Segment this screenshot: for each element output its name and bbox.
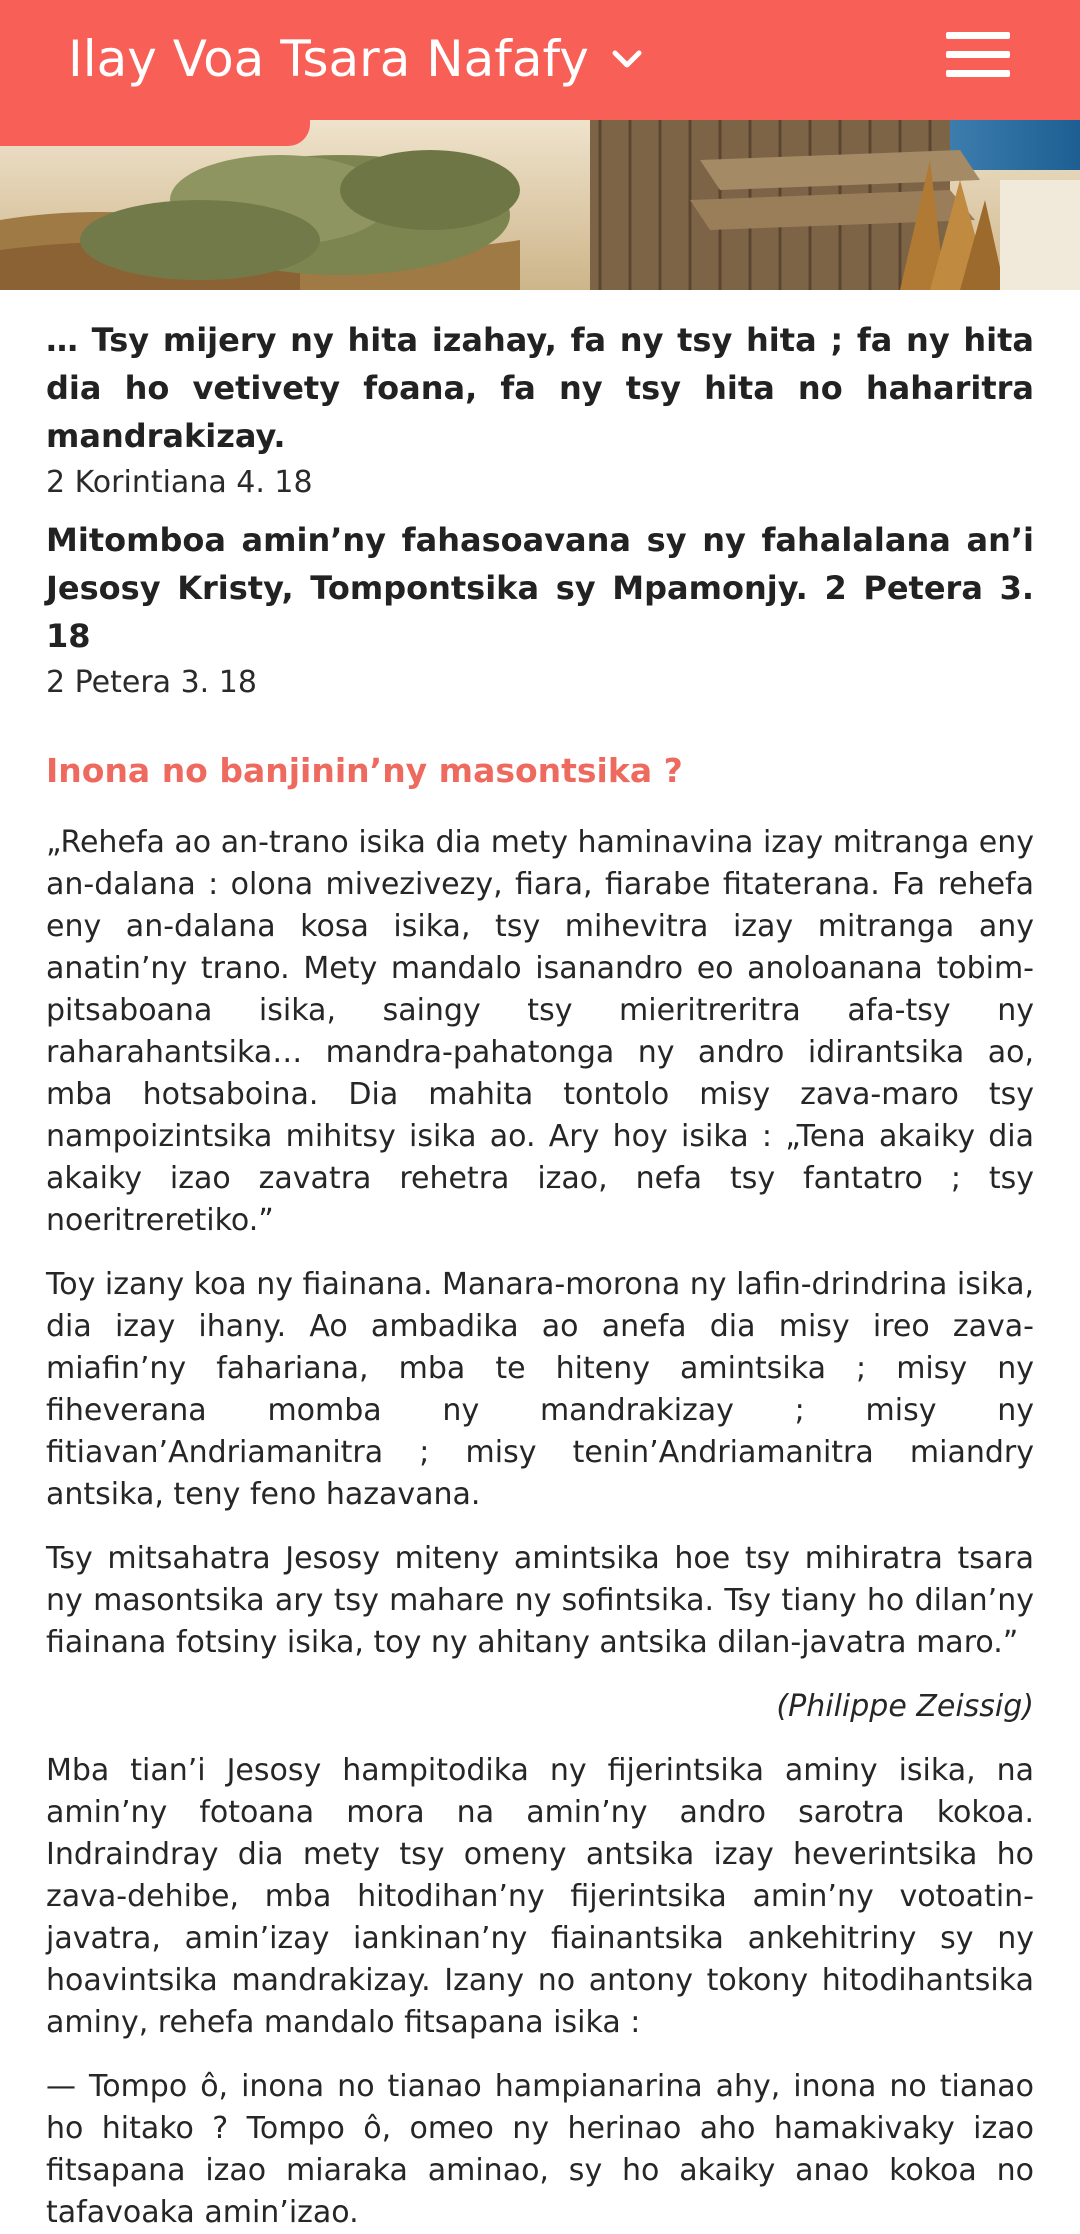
hamburger-menu-icon[interactable] [946,32,1010,78]
verse-text: Mitomboa amin’ny fahasoavana sy ny fahalalana an’i Jesosy Kristy, Tompontsika sy Mpamonjy. 2 Petera 3. 18 [46,521,1034,655]
app-title-dropdown[interactable] [68,24,647,94]
verse-block [46,516,1034,704]
header-tab-decoration [0,110,310,146]
article-paragraph: Mba tian’i Jesosy hampitodika ny fijerintsika aminy isika, na amin’ny fotoana mora na amin’ny andro sarotra kokoa. Indraindray dia mety tsy omeny antsika izay heverintsika ho zava-dehibe, mba hitodihan’ny fijerintsika amin’ny votoatin-javatra, amin’izay iankinan’ny fiainantsika ankehitriny sy ny hoavintsika mandrakizay. Izany no antony tokony hitodihantsika aminy, rehefa mandalo fitsapana isika : [46,1753,1034,2040]
verse-reference: 2 Petera 3. 18 [46,665,257,700]
article-paragraph: Tsy mitsahatra Jesosy miteny amintsika hoe tsy mihiratra tsara ny masontsika ary tsy mahare ny sofintsika. Tsy tiany ho dilan’ny fiainana fotsiny isika, toy ny ahitany antsika dilan-javatra maro.” [46,1541,1034,1660]
chevron-down-icon [607,39,647,79]
verse-text: … Tsy mijery ny hita izahay, fa ny tsy hita ; fa ny hita dia ho vetivety foana, fa ny tsy hita no haharitra mandrakizay. [46,321,1034,455]
article-paragraph: „Rehefa ao an-trano isika dia mety haminavina izay mitranga eny an-dalana : olona mivezivezy, fiara, fiarabe fitaterana. Fa rehefa eny an-dalana kosa isika, tsy mihevitra izay mitranga any anatin’ny trano. Mety mandalo isanandro eo anoloanana tobim-pitsaboana isika, saingy tsy mieritreritra afa-tsy ny raharahantsika… mandra-pahatonga ny andro idirantsika ao, mba hotsaboina. Dia mahita tontolo misy zava-maro tsy nampoizintsika mihitsy isika ao. Ary hoy isika : „Tena akaiky dia akaiky izao zavatra rehetra izao, nefa tsy fantatro ; tsy noeritreretiko.” [46,825,1034,1238]
article-paragraph: — Tompo ô, inona no tianao hampianarina ahy, inona no tianao ho hitako ? Tompo ô, omeo ny herinao aho hamakivaky izao fitsapana izao miaraka aminao, sy ho akaiky anao kokoa no tafavoaka amin’izao. [46,2069,1034,2230]
verse-block [46,316,1034,504]
quote-author: (Philippe Zeissig) [776,1689,1034,1724]
app-header [0,0,1080,120]
article-content [46,290,1034,2234]
app-title-text: Ilay Voa Tsara Nafafy [68,30,589,88]
article-paragraph: Toy izany koa ny fiainana. Manara-morona ny lafin-drindrina isika, dia izay ihany. Ao ambadika ao anefa dia misy ireo zava-miafin’ny fahariana, mba te hiteny amintsika ; misy ny fiheverana momba ny mandrakizay ; misy ny fitiavan’Andriamanitra ; misy tenin’Andriamanitra miandry antsika, teny feno hazavana. [46,1267,1034,1512]
section-title: Inona no banjinin’ny masontsika ? [46,751,683,790]
verse-reference: 2 Korintiana 4. 18 [46,465,313,500]
